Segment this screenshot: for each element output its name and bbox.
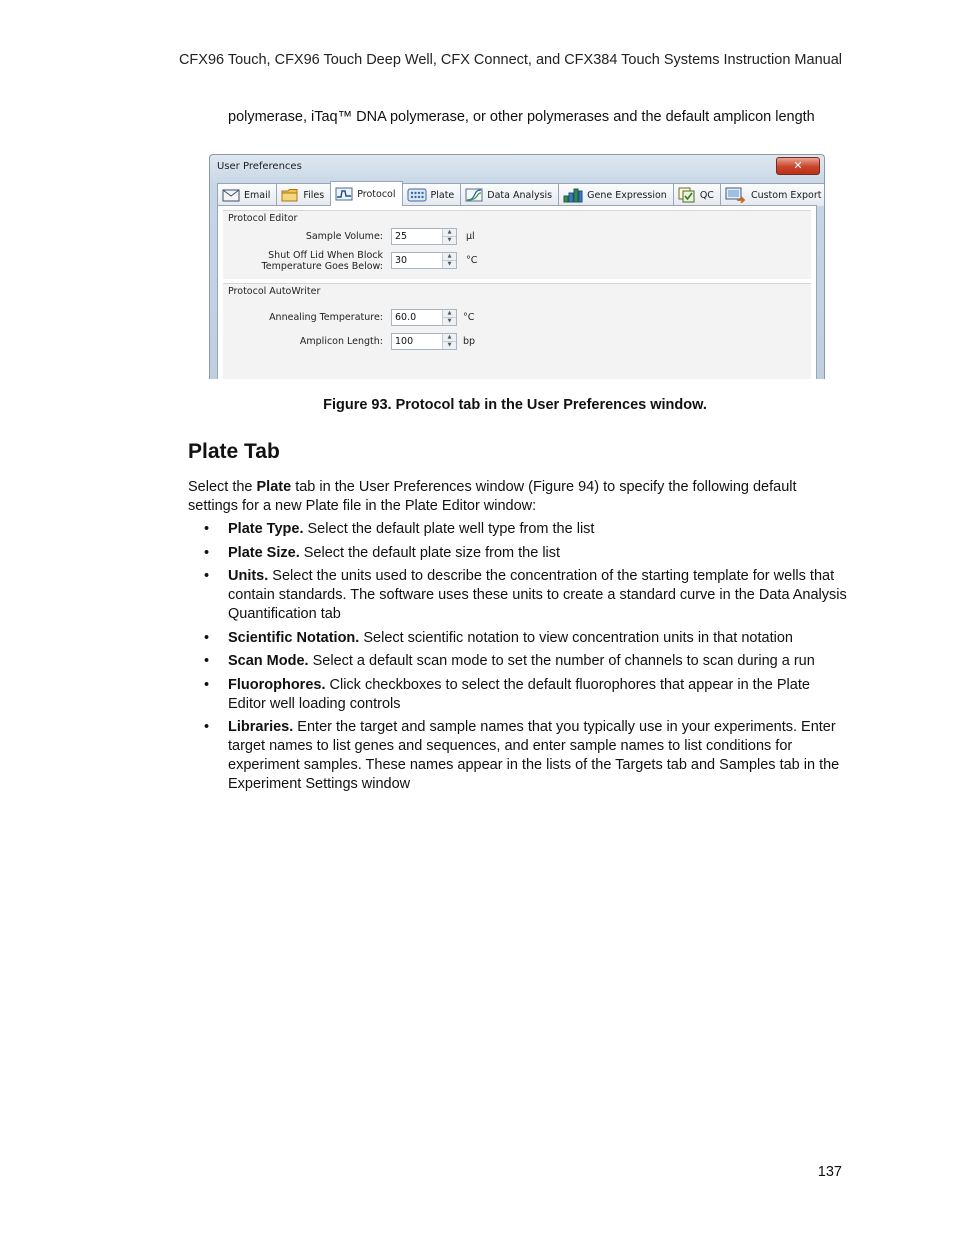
tab-qc[interactable]	[673, 183, 721, 206]
sample-volume-spinner[interactable]	[391, 228, 457, 245]
bar-chart-icon	[563, 187, 583, 203]
bullet-text: Select the units used to describe the concentration of the starting template for wells that contain standards. The software uses these units to create a standard curve in the Data Analysis Quantification tab	[228, 568, 847, 622]
lead-paragraph	[188, 478, 848, 516]
spin-up-icon[interactable]: ▲	[443, 253, 456, 261]
tab-gene-expression[interactable]	[558, 183, 674, 206]
bullet-text: Enter the target and sample names that you typically use in your experiments. Enter target names to list genes and sequences, and enter sample names to list conditions for experiment samples. These names appear in the lists of the Targets tab and Samples tab in the Experiment Settings window	[228, 719, 840, 792]
tab-gene-expression-label: Gene Expression	[587, 189, 667, 201]
bullet-term: Scientific Notation.	[228, 629, 360, 646]
preferences-tab-strip	[217, 181, 825, 206]
amplicon-length-value: 100	[395, 336, 414, 347]
protocol-editor-group	[223, 210, 811, 279]
spin-up-icon[interactable]: ▲	[443, 229, 456, 237]
amplicon-length-unit: bp	[463, 336, 476, 347]
list-item	[188, 544, 848, 563]
protocol-curve-icon	[335, 187, 353, 201]
lead-after: tab in the User Preferences window (Figure 94) to specify the following default settings for a new Plate file in the Plate Editor window:	[188, 479, 797, 514]
tab-protocol-label: Protocol	[357, 188, 396, 200]
lid-shutoff-label-line2: Temperature Goes Below:	[261, 261, 383, 272]
bullet-text: Select a default scan mode to set the number of channels to scan during a run	[308, 653, 815, 669]
spin-down-icon[interactable]: ▼	[447, 318, 452, 324]
bullet-text: Select the default plate size from the list	[299, 544, 561, 561]
envelope-icon	[222, 188, 240, 202]
sample-volume-value: 25	[395, 231, 408, 242]
sample-volume-unit: µl	[466, 231, 475, 242]
protocol-autowriter-group	[223, 283, 811, 379]
list-item	[188, 718, 848, 794]
window-title: User Preferences	[217, 161, 302, 172]
intro-paragraph: polymerase, iTaq™ DNA polymerase, or other polymerases and the default amplicon length	[228, 109, 815, 125]
annealing-temperature-value: 60.0	[395, 312, 417, 323]
bullet-term: Libraries.	[228, 719, 294, 735]
tab-plate[interactable]	[402, 183, 462, 206]
tab-email[interactable]	[217, 183, 277, 206]
list-item	[188, 520, 848, 539]
bullet-text: Click checkboxes to select the default fluorophores that appear in the Plate Editor well loading controls	[228, 676, 810, 712]
export-icon	[725, 187, 747, 203]
tab-custom-export[interactable]	[720, 183, 825, 206]
bullet-term: Plate Type.	[228, 521, 304, 537]
lid-shutoff-spinner[interactable]	[391, 252, 457, 269]
spin-up-icon[interactable]: ▲	[443, 334, 456, 342]
page-number: 137	[817, 1164, 842, 1180]
bullet-term: Fluorophores.	[228, 676, 326, 693]
figure-caption: Figure 93. Protocol tab in the User Preferences window.	[323, 397, 707, 413]
protocol-tab-panel	[217, 205, 817, 379]
annealing-temperature-unit: °C	[463, 312, 475, 323]
tab-data-analysis-label: Data Analysis	[487, 189, 553, 201]
section-heading: Plate Tab	[188, 440, 280, 463]
folder-icon	[281, 188, 299, 202]
bullet-term: Plate Size.	[228, 544, 300, 561]
tab-qc-label: QC	[699, 189, 714, 201]
spin-up-icon[interactable]: ▲	[443, 310, 456, 318]
bullet-text: Select scientific notation to view concentration units in that notation	[359, 629, 793, 646]
user-preferences-window	[209, 154, 825, 379]
lead-before: Select the	[188, 479, 257, 495]
tab-custom-export-label: Custom Export	[750, 189, 822, 201]
bullet-term: Units.	[228, 568, 269, 584]
close-button[interactable]: ✕	[776, 157, 820, 175]
protocol-autowriter-title: Protocol AutoWriter	[228, 286, 321, 297]
tab-email-label: Email	[244, 189, 271, 201]
lid-shutoff-unit: °C	[466, 255, 478, 266]
tab-protocol[interactable]	[330, 181, 402, 206]
tab-files-label: Files	[303, 189, 325, 201]
qc-check-icon	[678, 187, 696, 203]
spin-down-icon[interactable]: ▼	[447, 342, 452, 348]
annealing-temperature-spinner[interactable]	[391, 309, 457, 326]
list-item	[188, 629, 848, 648]
amplification-chart-icon	[465, 188, 483, 202]
annealing-temperature-label: Annealing Temperature:	[269, 312, 383, 323]
lid-shutoff-label-line1: Shut Off Lid When Block	[268, 250, 383, 261]
list-item	[188, 567, 848, 624]
bullet-text: Select the default plate well type from the list	[303, 521, 595, 537]
protocol-editor-title: Protocol Editor	[228, 213, 298, 224]
spin-down-icon[interactable]: ▼	[447, 237, 452, 243]
list-item	[188, 652, 848, 671]
amplicon-length-label: Amplicon Length:	[299, 336, 383, 347]
tab-files[interactable]	[276, 183, 331, 206]
tab-plate-label: Plate	[430, 189, 455, 201]
bullet-term: Scan Mode.	[228, 653, 309, 669]
list-item	[188, 676, 848, 714]
plate-grid-icon	[407, 188, 427, 202]
settings-bullet-list	[188, 520, 848, 799]
lead-bold: Plate	[256, 479, 292, 495]
running-header: CFX96 Touch, CFX96 Touch Deep Well, CFX Connect, and CFX384 Touch Systems Instruction Manual	[178, 52, 842, 68]
tab-data-analysis[interactable]	[460, 183, 559, 206]
sample-volume-label: Sample Volume:	[305, 231, 383, 242]
amplicon-length-spinner[interactable]	[391, 333, 457, 350]
lid-shutoff-label	[243, 250, 383, 272]
spin-down-icon[interactable]: ▼	[447, 261, 452, 267]
lid-shutoff-value: 30	[395, 255, 408, 266]
